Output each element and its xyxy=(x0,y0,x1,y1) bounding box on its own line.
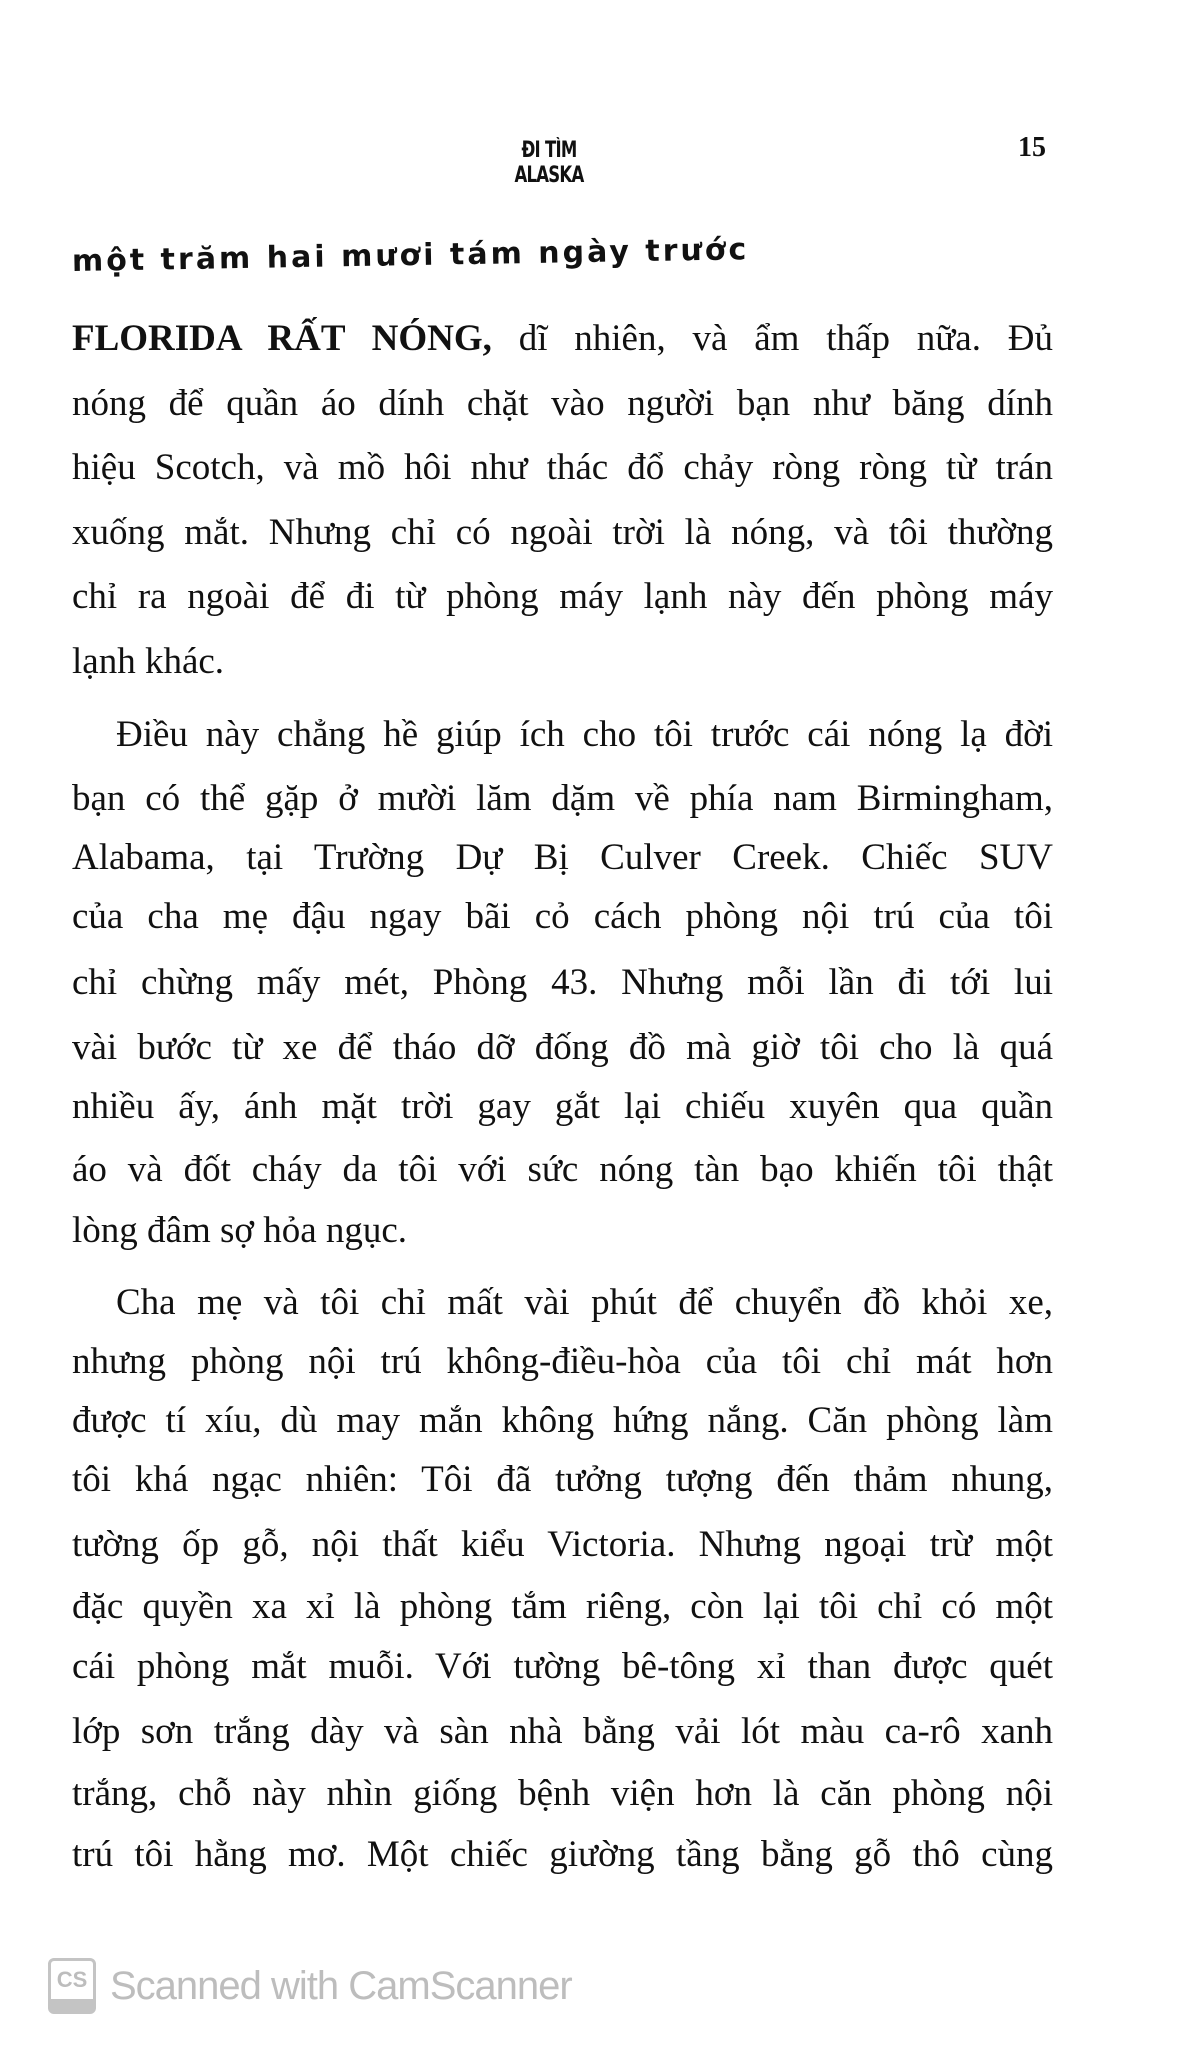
text-line xyxy=(72,1082,1053,1132)
running-title: ĐI TÌM ALASKA xyxy=(514,138,584,188)
text-line xyxy=(72,1396,1053,1446)
text-line xyxy=(72,774,1053,824)
watermark-text: Scanned with CamScanner xyxy=(110,1963,572,2008)
page-number: 15 xyxy=(1018,132,1046,163)
line-text: tường ốp gỗ, nội thất kiểu Victoria. Nhưng ngoại trừ một xyxy=(72,1524,1053,1565)
line-text: áo và đốt cháy da tôi với sức nóng tàn bạo khiến tôi thật xyxy=(72,1149,1053,1190)
line-text: đặc quyền xa xỉ là phòng tắm riêng, còn lại tôi chỉ có một xyxy=(72,1586,1053,1627)
camscanner-logo-icon: CS xyxy=(48,1958,96,2014)
camscanner-watermark xyxy=(48,1958,572,2014)
text-line xyxy=(116,1278,1053,1328)
line-text: lạnh khác. xyxy=(72,641,225,682)
line-text: bạn có thể gặp ở mười lăm dặm về phía nam Birmingham, xyxy=(72,778,1053,819)
text-line xyxy=(72,314,1053,364)
line-text: chỉ chừng mấy mét, Phòng 43. Nhưng mỗi lần đi tới lui xyxy=(72,962,1053,1003)
line-text: Điều này chẳng hề giúp ích cho tôi trước cái nóng lạ đời xyxy=(116,714,1053,755)
text-line xyxy=(72,637,1053,687)
text-line xyxy=(72,833,1053,883)
line-text: Alabama, tại Trường Dự Bị Culver Creek. Chiếc SUV xyxy=(72,837,1053,878)
line-text: nhưng phòng nội trú không-điều-hòa của tôi chỉ mát hơn xyxy=(72,1341,1053,1382)
line-text: xuống mắt. Nhưng chỉ có ngoài trời là nóng, và tôi thường xyxy=(72,512,1053,553)
line-text: trú tôi hằng mơ. Một chiếc giường tầng bằng gỗ thô cùng xyxy=(72,1834,1053,1875)
line-text: cái phòng mắt muỗi. Với tường bê-tông xỉ than được quét xyxy=(72,1646,1053,1687)
text-line xyxy=(72,958,1053,1008)
text-line xyxy=(72,572,1053,622)
text-line xyxy=(72,1337,1053,1387)
text-line xyxy=(72,1023,1053,1073)
line-text: nhiều ấy, ánh mặt trời gay gắt lại chiếu xuyên qua quần xyxy=(72,1086,1053,1127)
line-text: lòng đâm sợ hỏa ngục. xyxy=(72,1210,408,1251)
text-line xyxy=(72,1769,1053,1819)
text-line xyxy=(72,379,1053,429)
line-text: được tí xíu, dù may mắn không hứng nắng. Căn phòng làm xyxy=(72,1400,1053,1441)
text-line xyxy=(72,1145,1053,1195)
text-line xyxy=(72,1642,1053,1692)
text-line xyxy=(72,1206,1053,1256)
line-text: tôi khá ngạc nhiên: Tôi đã tưởng tượng đến thảm nhung, xyxy=(72,1459,1053,1500)
text-line xyxy=(72,1707,1053,1757)
line-text: chỉ ra ngoài để đi từ phòng máy lạnh này đến phòng máy xyxy=(72,576,1053,617)
text-line xyxy=(72,508,1053,558)
line-text: Cha mẹ và tôi chỉ mất vài phút để chuyển đồ khỏi xe, xyxy=(116,1282,1053,1323)
text-line xyxy=(72,1455,1053,1505)
text-line xyxy=(72,443,1053,493)
line-text: dĩ nhiên, và ẩm thấp nữa. Đủ xyxy=(491,318,1053,359)
chapter-title: một trăm hai mươi tám ngày trước xyxy=(71,232,750,279)
text-line xyxy=(72,1520,1053,1570)
line-text: của cha mẹ đậu ngay bãi cỏ cách phòng nội trú của tôi xyxy=(72,896,1053,937)
text-line xyxy=(116,710,1053,760)
text-line xyxy=(72,892,1053,942)
line-text: lớp sơn trắng dày và sàn nhà bằng vải lót màu ca-rô xanh xyxy=(72,1711,1053,1752)
line-text: vài bước từ xe để tháo dỡ đống đồ mà giờ tôi cho là quá xyxy=(72,1027,1053,1068)
line-text: nóng để quần áo dính chặt vào người bạn như băng dính xyxy=(72,383,1053,424)
text-line xyxy=(72,1582,1053,1632)
line-text: trắng, chỗ này nhìn giống bệnh viện hơn là căn phòng nội xyxy=(72,1773,1053,1814)
text-line xyxy=(72,1830,1053,1880)
line-text: hiệu Scotch, và mồ hôi như thác đổ chảy ròng ròng từ trán xyxy=(72,447,1053,488)
lead-in-bold: FLORIDA RẤT NÓNG, xyxy=(72,318,492,359)
